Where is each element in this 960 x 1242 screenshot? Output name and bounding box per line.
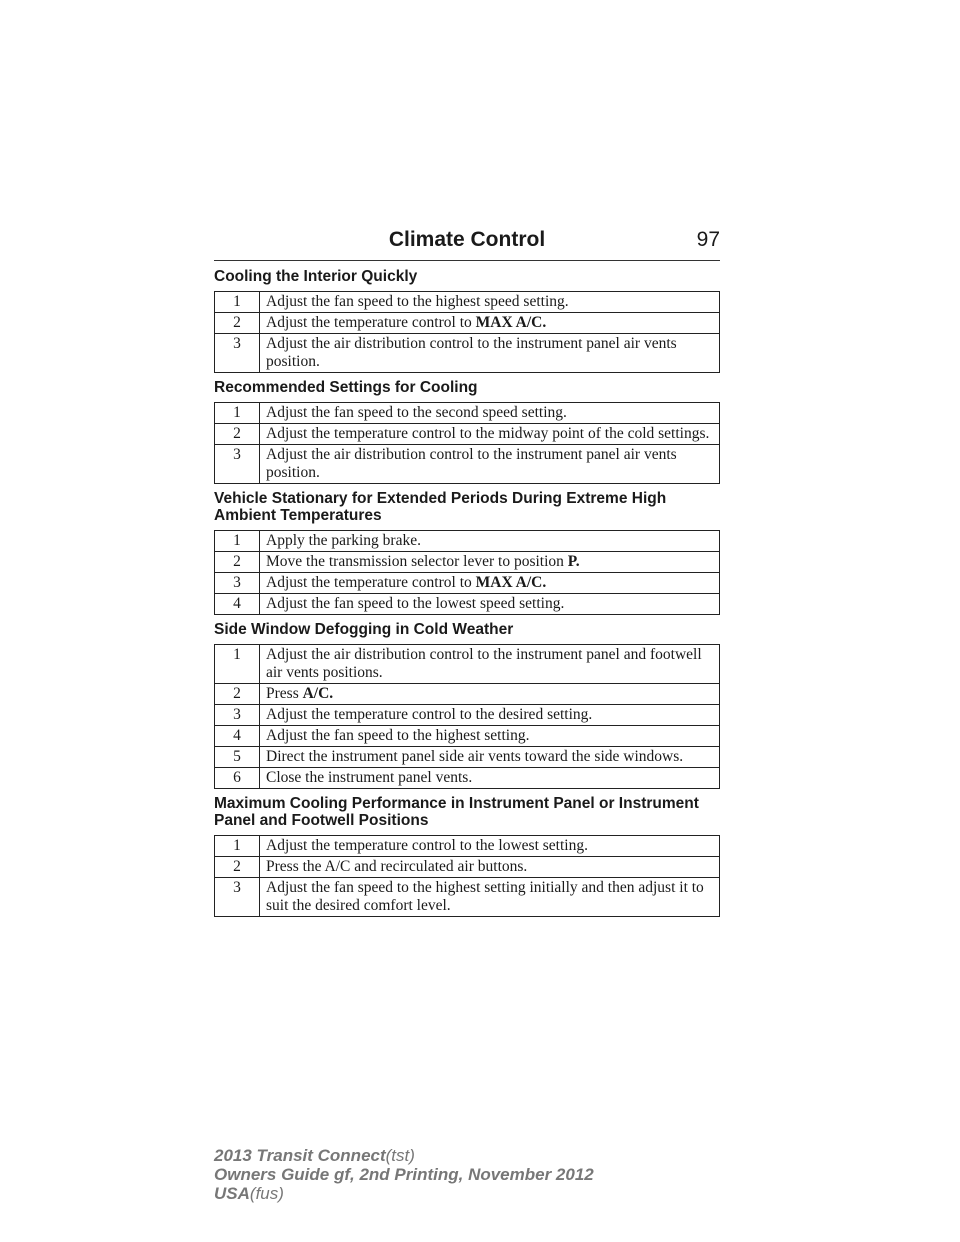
step-number: 2 xyxy=(215,424,260,445)
step-number: 2 xyxy=(215,313,260,334)
step-number: 5 xyxy=(215,747,260,768)
step-instruction: Apply the parking brake. xyxy=(266,532,421,549)
step-text xyxy=(260,836,720,857)
page-title: Climate Control xyxy=(388,228,546,251)
step-number: 2 xyxy=(215,552,260,573)
step-text xyxy=(260,726,720,747)
page-content xyxy=(214,268,720,923)
table-row xyxy=(215,403,720,424)
step-number: 3 xyxy=(215,334,260,373)
step-number: 2 xyxy=(215,857,260,878)
footer-market-code: (fus) xyxy=(249,1184,284,1203)
table-row xyxy=(215,747,720,768)
step-number: 3 xyxy=(215,705,260,726)
step-text xyxy=(260,313,720,334)
steps-table xyxy=(214,291,720,373)
table-row xyxy=(215,836,720,857)
step-control-label: P. xyxy=(567,553,580,570)
page-header xyxy=(214,228,720,261)
step-number: 4 xyxy=(215,726,260,747)
step-text xyxy=(260,531,720,552)
step-instruction: Adjust the air distribution control to the instrument panel air vents position. xyxy=(266,446,677,481)
step-text xyxy=(260,747,720,768)
step-instruction: Adjust the fan speed to the lowest speed setting. xyxy=(266,595,565,612)
step-instruction: Adjust the fan speed to the second speed setting. xyxy=(266,404,567,421)
step-control-label: A/C. xyxy=(302,685,334,702)
section-title: Cooling the Interior Quickly xyxy=(214,268,418,285)
table-row xyxy=(215,531,720,552)
table-row xyxy=(215,445,720,484)
table-row xyxy=(215,292,720,313)
step-instruction: Adjust the temperature control to xyxy=(266,314,476,331)
table-row xyxy=(215,313,720,334)
footer-printing: Owners Guide gf, 2nd Printing, November 2012 xyxy=(214,1165,594,1184)
step-instruction: Adjust the fan speed to the highest speed setting. xyxy=(266,293,569,310)
step-control-label: MAX A/C. xyxy=(475,574,547,591)
footer-line-3 xyxy=(214,1184,594,1203)
step-number: 6 xyxy=(215,768,260,789)
step-text xyxy=(260,684,720,705)
step-number: 1 xyxy=(215,403,260,424)
step-control-label: MAX A/C. xyxy=(475,314,547,331)
table-row xyxy=(215,334,720,373)
table-row xyxy=(215,573,720,594)
step-instruction: Adjust the temperature control to xyxy=(266,574,476,591)
section-title: Side Window Defogging in Cold Weather xyxy=(214,621,514,638)
step-instruction: Move the transmission selector lever to position xyxy=(266,553,568,570)
step-text xyxy=(260,705,720,726)
table-row xyxy=(215,424,720,445)
step-text xyxy=(260,857,720,878)
table-row xyxy=(215,594,720,615)
step-text xyxy=(260,424,720,445)
step-text xyxy=(260,445,720,484)
step-number: 1 xyxy=(215,531,260,552)
step-number: 1 xyxy=(215,836,260,857)
table-row xyxy=(215,878,720,917)
footer-line-1 xyxy=(214,1146,594,1165)
steps-table xyxy=(214,530,720,615)
step-text xyxy=(260,768,720,789)
table-row xyxy=(215,645,720,684)
table-row xyxy=(215,726,720,747)
step-instruction: Adjust the fan speed to the highest setting initially and then adjust it to suit the desired comfort level. xyxy=(266,879,704,914)
footer-model: 2013 Transit Connect xyxy=(214,1146,386,1165)
steps-table xyxy=(214,835,720,917)
step-text xyxy=(260,573,720,594)
table-row xyxy=(215,857,720,878)
step-text xyxy=(260,878,720,917)
step-instruction: Adjust the temperature control to the midway point of the cold settings. xyxy=(266,425,710,442)
step-instruction: Adjust the air distribution control to the instrument panel and footwell air vents positions. xyxy=(266,646,702,681)
footer-line-2 xyxy=(214,1165,594,1184)
section-title: Maximum Cooling Performance in Instrument Panel or Instrument Panel and Footwell Positions xyxy=(214,795,699,829)
step-instruction: Press the A/C and recirculated air buttons. xyxy=(266,858,528,875)
step-text xyxy=(260,645,720,684)
step-text xyxy=(260,403,720,424)
step-number: 2 xyxy=(215,684,260,705)
step-text xyxy=(260,334,720,373)
step-number: 3 xyxy=(215,878,260,917)
section-title: Recommended Settings for Cooling xyxy=(214,379,478,396)
step-instruction: Adjust the temperature control to the desired setting. xyxy=(266,706,593,723)
step-instruction: Direct the instrument panel side air vents toward the side windows. xyxy=(266,748,684,765)
step-text xyxy=(260,594,720,615)
steps-table xyxy=(214,644,720,789)
step-number: 1 xyxy=(215,645,260,684)
step-instruction: Adjust the air distribution control to the instrument panel air vents position. xyxy=(266,335,677,370)
section-title: Vehicle Stationary for Extended Periods During Extreme High Ambient Temperatures xyxy=(214,490,667,524)
step-instruction: Adjust the temperature control to the lowest setting. xyxy=(266,837,588,854)
table-row xyxy=(215,684,720,705)
step-instruction: Press xyxy=(266,685,303,702)
document-footer xyxy=(214,1146,594,1203)
step-instruction: Adjust the fan speed to the highest setting. xyxy=(266,727,530,744)
footer-market: USA xyxy=(214,1184,250,1203)
step-number: 1 xyxy=(215,292,260,313)
page-number: 97 xyxy=(696,228,720,251)
steps-table xyxy=(214,402,720,484)
footer-model-code: (tst) xyxy=(385,1146,415,1165)
table-row xyxy=(215,768,720,789)
step-number: 3 xyxy=(215,445,260,484)
step-text xyxy=(260,292,720,313)
step-number: 4 xyxy=(215,594,260,615)
step-text xyxy=(260,552,720,573)
table-row xyxy=(215,705,720,726)
table-row xyxy=(215,552,720,573)
step-instruction: Close the instrument panel vents. xyxy=(266,769,473,786)
step-number: 3 xyxy=(215,573,260,594)
